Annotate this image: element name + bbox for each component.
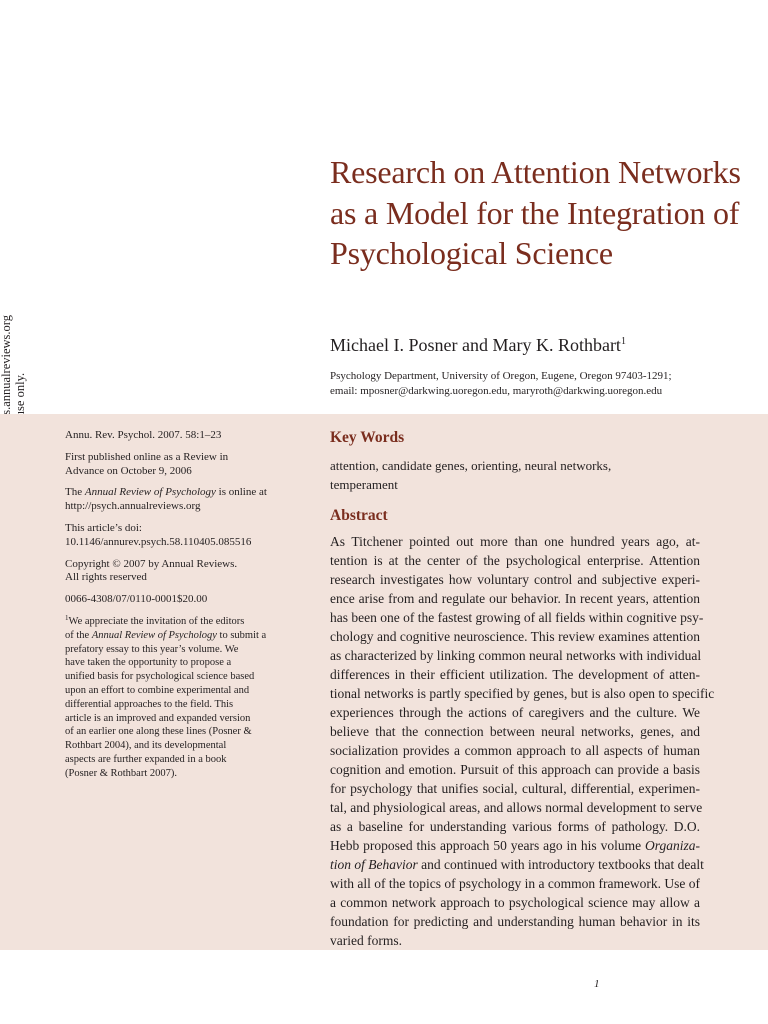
journal-url-link[interactable]: http://psych.annualreviews.org (65, 500, 201, 513)
doi-note: This article’s doi: 10.1146/annurev.psych.58.110405.085516 (65, 522, 265, 550)
author-footnote-mark: 1 (620, 336, 626, 347)
page-number: 1 (594, 978, 600, 990)
doi-value: 10.1146/annurev.psych.58.110405.085516 (65, 535, 252, 548)
email-line: email: mposner@darkwing.uoregon.edu, maryroth@darkwing.uoregon.edu (330, 385, 663, 397)
footnote-mark: 1 (65, 613, 69, 622)
key-words-text: attention, candidate genes, orienting, neural networks, temperament (330, 458, 612, 492)
abstract-text: As Titchener pointed out more than one hundred years ago, at- tention is at the center of the psychological enterprise. Attention research investigates how voluntary control and subjective experi- ence arise from and regulate our behavior. In recent years, attention has been one of the fastest growing of all fields within cognitive psy- chology and cognitive neuroscience. This review examines attention as characterized by linking common neural networks with individual differences in their efficient utilization. The development of atten- tional networks is partly specified by genes, but is also open to specific experiences through the actions of caregivers and the culture. We believe that the connection between neural networks, genes, and socialization provides a common approach to all aspects of human cognition and emotion. Pursuit of this approach can provide a basis for psychology that unifies social, cultural, differential, experimen- tal, and physiological areas, and allows normal development to serve as a baseline for understanding various forms of pathology. D.O. Hebb proposed this approach 50 years ago in his volume Organiza- tion of Behavior and continued with introductory textbooks that dealt with all of the topics of psychology in a common framework. Use of a common network approach to psychological science may allow a foundation for predicting and understanding human behavior in its varied forms. (330, 534, 715, 948)
book-title-part-1: Organiza- (644, 838, 700, 853)
article-info-column (65, 429, 265, 789)
issn-code: 0066-4308/07/0110-0001$20.00 (65, 593, 208, 606)
acknowledgment-footnote: $^1$We appreciate the invitation of the editors of the Annual Review of Psychology to submit a prefatory essay to this year’s volume. We have taken the opportunity to propose a unified basis for psychological science based upon an effort to combine experimental and differential approaches to the field. This article is an improved and expanded version of an earlier one along these lines (Posner & Rothbart 2004), and its developmental aspects are further expanded in a book (Posner & Rothbart 2007). (65, 613, 267, 779)
abstract-heading: Abstract (330, 507, 388, 524)
author-line (330, 334, 626, 356)
affiliation: Psychology Department, University of Oregon, Eugene, Oregon 97403-1291; (330, 370, 672, 382)
author-names: Michael I. Posner and Mary K. Rothbart (330, 335, 621, 355)
first-published-note: First published online as a Review in Advance on October 9, 2006 (65, 450, 229, 477)
citation: Annu. Rev. Psychol. 2007. 58:1–23 (65, 429, 222, 441)
copyright-note: Copyright © 2007 by Annual Reviews. All rights reserved (65, 557, 238, 584)
journal-name: Annual Review of Psychology (84, 486, 216, 499)
online-availability-note: The Annual Review of Psychology is online at http://psych.annualreviews.org (65, 486, 267, 513)
book-title-part-2: tion of Behavior (330, 857, 418, 872)
article-title: Research on Attention Networks as a Model for the Integration of Psychological Science (330, 154, 741, 271)
main-column (330, 427, 715, 950)
footnote-journal-name: Annual Review of Psychology (91, 629, 217, 641)
key-words-heading: Key Words (330, 429, 405, 446)
affiliation-block (330, 369, 750, 399)
